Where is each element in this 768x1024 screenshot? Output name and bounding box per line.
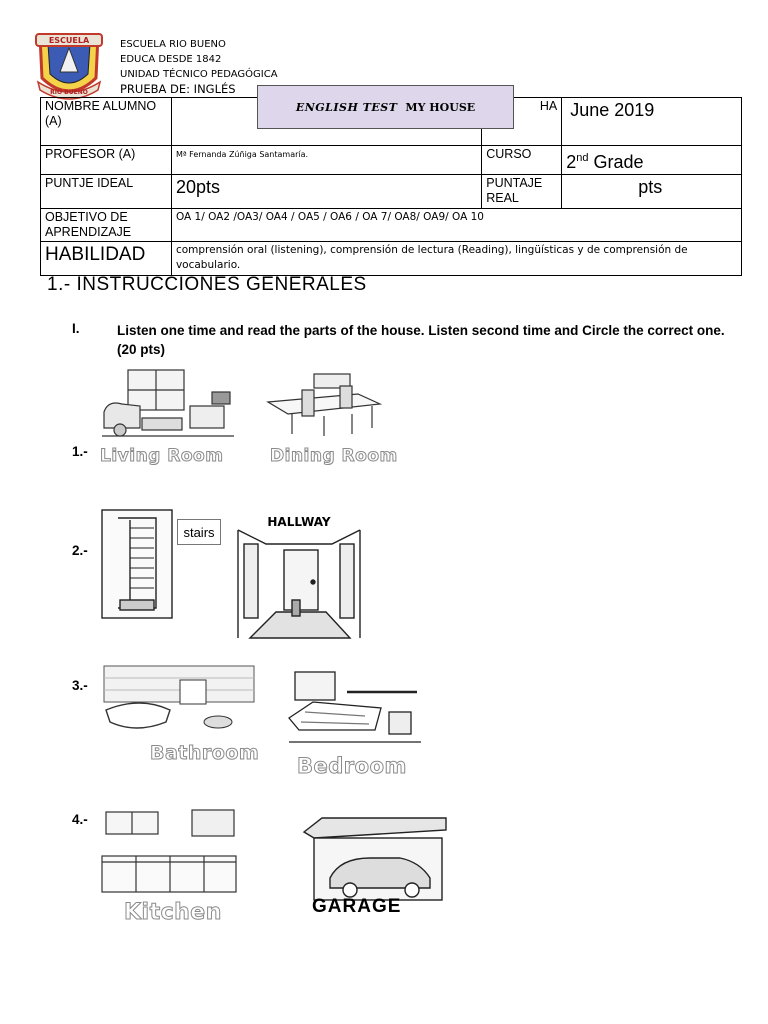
hallway-label: HALLWAY [267,515,331,529]
living-room-label: Living Room [100,446,224,466]
garage-label: GARAGE [312,896,402,917]
stairs-tag: stairs [177,519,221,545]
logo-top-text: ESCUELA [48,36,90,45]
habilidad-value: comprensión oral (listening), comprensión de lectura (Reading), lingüísticas y de comprensión de vocabulario. [171,242,741,276]
kitchen-label: Kitchen [124,900,222,925]
stairs-image[interactable] [100,508,174,620]
item-number-2: 2.- [72,543,88,558]
curso-value [562,146,742,175]
objetivo-value: OA 1/ OA2 /OA3/ OA4 / OA5 / OA6 / OA 7/ OA8/ OA9/ OA 10 [171,209,741,242]
profesor-label: PROFESOR (A) [41,146,172,175]
section-title: 1.- INSTRUCCIONES GENERALES [47,274,367,295]
habilidad-label: HABILIDAD [41,242,172,276]
kitchen-image[interactable] [100,808,240,925]
dining-room-label: Dining Room [270,446,398,466]
fecha-label: HA [482,98,562,146]
item-number-4: 4.- [72,812,88,827]
puntje-ideal-label: PUNTJE IDEAL [41,175,172,209]
school-logo [34,28,104,104]
bedroom-label: Bedroom [297,754,407,778]
test-title-badge [257,85,514,129]
curso-grade: Grade [593,152,644,172]
fecha-value: June 2019 [562,98,742,146]
school-unit: UNIDAD TÉCNICO PEDAGÓGICA [120,69,278,80]
hallway-image[interactable] [236,514,362,640]
item-number-1: 1.- [72,444,88,459]
living-room-image[interactable] [100,366,236,466]
profesor-value: Mª Fernanda Zúñiga Santamaría. [171,146,481,175]
bedroom-image[interactable] [285,668,425,778]
logo-bottom-text: RIO BUENO [50,89,88,96]
school-header [120,37,278,97]
puntaje-real-label: PUNTAJE REAL [482,175,562,209]
nombre-label: NOMBRE ALUMNO (A) [41,98,172,146]
garage-image[interactable] [300,812,450,920]
curso-number: 2 [566,152,577,172]
curso-ordinal: nd [576,152,589,164]
school-since: EDUCA DESDE 1842 [120,54,222,65]
instruction-numeral: I. [72,321,80,336]
objetivo-label: OBJETIVO DE APRENDIZAJE [41,209,172,242]
badge-my-house: MY HOUSE [405,100,476,114]
item-number-3: 3.- [72,678,88,693]
dining-room-image[interactable] [262,370,402,466]
instruction-text: Listen one time and read the parts of the house. Listen second time and Circle the correct one. (20 pts) [117,323,725,357]
puntje-ideal-value: 20pts [171,175,481,209]
school-name: ESCUELA RIO BUENO [120,39,226,50]
bathroom-label: Bathroom [150,742,260,764]
school-test-subject: PRUEBA DE: INGLÉS [120,82,236,96]
curso-label: CURSO [482,146,562,175]
badge-english-test: ENGLISH TEST [295,100,398,114]
puntaje-real-value: pts [562,175,742,209]
bathroom-image[interactable] [100,660,260,764]
